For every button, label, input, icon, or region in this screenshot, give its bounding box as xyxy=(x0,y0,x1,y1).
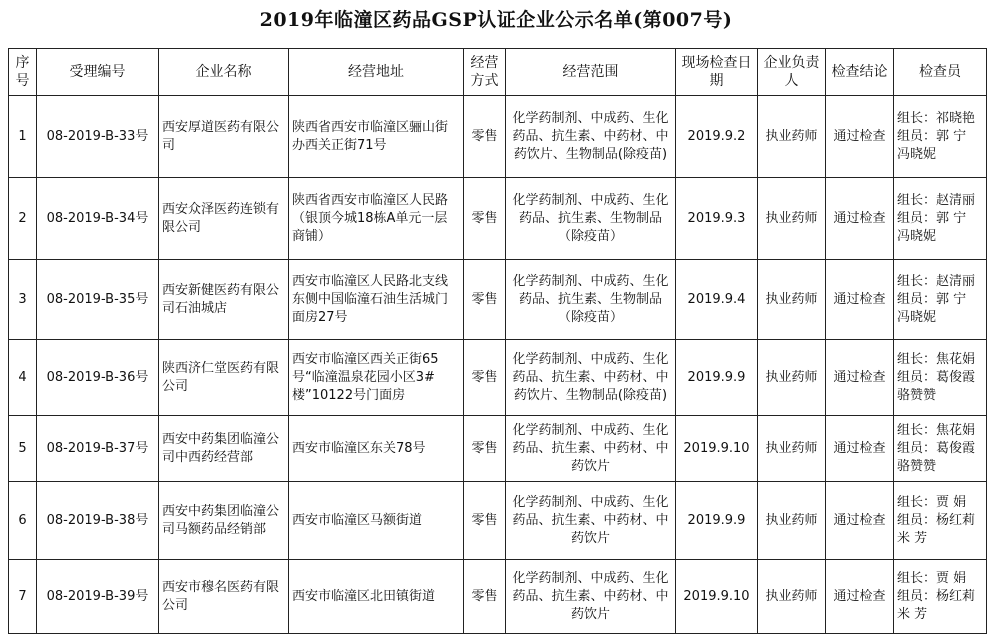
cell-address: 西安市临潼区马额街道 xyxy=(289,482,464,560)
cell-inspectors: 组长：祁晓艳 组员：郭 宁 冯晓妮 xyxy=(894,96,987,178)
cell-mode: 零售 xyxy=(464,260,506,340)
cell-date: 2019.9.9 xyxy=(676,482,758,560)
header-code: 受理编号 xyxy=(37,49,159,96)
cell-head: 执业药师 xyxy=(758,178,826,260)
cell-address: 西安市临潼区北田镇街道 xyxy=(289,560,464,634)
cell-mode: 零售 xyxy=(464,560,506,634)
cell-code: 08-2019-B-34号 xyxy=(37,178,159,260)
cell-head: 执业药师 xyxy=(758,96,826,178)
cell-result: 通过检查 xyxy=(826,560,894,634)
cell-head: 执业药师 xyxy=(758,482,826,560)
cell-no: 7 xyxy=(9,560,37,634)
cell-code: 08-2019-B-37号 xyxy=(37,416,159,482)
header-company: 企业名称 xyxy=(159,49,289,96)
cell-code: 08-2019-B-38号 xyxy=(37,482,159,560)
cell-no: 6 xyxy=(9,482,37,560)
header-head: 企业负责人 xyxy=(758,49,826,96)
cell-scope: 化学药制剂、中成药、生化药品、抗生素、生物制品（除疫苗） xyxy=(506,260,676,340)
cell-company: 西安市穆名医药有限公司 xyxy=(159,560,289,634)
table-row xyxy=(9,560,987,634)
cell-code: 08-2019-B-36号 xyxy=(37,340,159,416)
cell-date: 2019.9.10 xyxy=(676,416,758,482)
table-row xyxy=(9,340,987,416)
cell-inspectors: 组长：贾 娟 组员：杨红莉 米 芳 xyxy=(894,560,987,634)
cell-no: 5 xyxy=(9,416,37,482)
cell-company: 西安厚道医药有限公司 xyxy=(159,96,289,178)
cell-inspectors: 组长：焦花娟 组员：葛俊霞 骆赞赞 xyxy=(894,340,987,416)
cell-result: 通过检查 xyxy=(826,482,894,560)
cell-inspectors: 组长：赵清丽 组员：郭 宁 冯晓妮 xyxy=(894,178,987,260)
gsp-table xyxy=(8,48,987,634)
cell-scope: 化学药制剂、中成药、生化药品、抗生素、生物制品（除疫苗） xyxy=(506,178,676,260)
cell-scope: 化学药制剂、中成药、生化药品、抗生素、中药材、中药饮片、生物制品(除疫苗) xyxy=(506,340,676,416)
cell-no: 1 xyxy=(9,96,37,178)
cell-mode: 零售 xyxy=(464,178,506,260)
table-header-row xyxy=(9,49,987,96)
cell-result: 通过检查 xyxy=(826,416,894,482)
cell-code: 08-2019-B-33号 xyxy=(37,96,159,178)
table-row xyxy=(9,482,987,560)
cell-scope: 化学药制剂、中成药、生化药品、抗生素、中药材、中药饮片 xyxy=(506,560,676,634)
cell-no: 4 xyxy=(9,340,37,416)
cell-code: 08-2019-B-39号 xyxy=(37,560,159,634)
header-mode: 经营方式 xyxy=(464,49,506,96)
header-date: 现场检查日期 xyxy=(676,49,758,96)
cell-result: 通过检查 xyxy=(826,178,894,260)
cell-address: 陕西省西安市临潼区骊山街办西关正街71号 xyxy=(289,96,464,178)
cell-company: 西安中药集团临潼公司马额药品经销部 xyxy=(159,482,289,560)
cell-address: 西安市临潼区东关78号 xyxy=(289,416,464,482)
cell-date: 2019.9.3 xyxy=(676,178,758,260)
cell-mode: 零售 xyxy=(464,96,506,178)
cell-company: 西安众泽医药连锁有限公司 xyxy=(159,178,289,260)
cell-company: 西安中药集团临潼公司中西药经营部 xyxy=(159,416,289,482)
cell-inspectors: 组长：贾 娟 组员：杨红莉 米 芳 xyxy=(894,482,987,560)
table-row xyxy=(9,178,987,260)
header-scope: 经营范围 xyxy=(506,49,676,96)
cell-mode: 零售 xyxy=(464,482,506,560)
cell-inspectors: 组长：焦花娟 组员：葛俊霞 骆赞赞 xyxy=(894,416,987,482)
table-row xyxy=(9,260,987,340)
cell-mode: 零售 xyxy=(464,416,506,482)
cell-head: 执业药师 xyxy=(758,260,826,340)
header-no: 序号 xyxy=(9,49,37,96)
header-result: 检查结论 xyxy=(826,49,894,96)
page-title: 2019年临潼区药品GSP认证企业公示名单(第007号) xyxy=(259,9,733,31)
cell-result: 通过检查 xyxy=(826,260,894,340)
cell-code: 08-2019-B-35号 xyxy=(37,260,159,340)
cell-scope: 化学药制剂、中成药、生化药品、抗生素、中药材、中药饮片 xyxy=(506,482,676,560)
table-row xyxy=(9,96,987,178)
cell-result: 通过检查 xyxy=(826,340,894,416)
header-inspectors: 检查员 xyxy=(894,49,987,96)
cell-inspectors: 组长：赵清丽 组员：郭 宁 冯晓妮 xyxy=(894,260,987,340)
cell-address: 陕西省西安市临潼区人民路（银顶今城18栋A单元一层商铺） xyxy=(289,178,464,260)
cell-address: 西安市临潼区人民路北支线东侧中国临潼石油生活城门面房27号 xyxy=(289,260,464,340)
cell-date: 2019.9.4 xyxy=(676,260,758,340)
cell-no: 2 xyxy=(9,178,37,260)
cell-address: 西安市临潼区西关正街65号“临潼温泉花园小区3#楼”10122号门面房 xyxy=(289,340,464,416)
cell-mode: 零售 xyxy=(464,340,506,416)
cell-head: 执业药师 xyxy=(758,340,826,416)
cell-company: 西安新健医药有限公司石油城店 xyxy=(159,260,289,340)
cell-result: 通过检查 xyxy=(826,96,894,178)
cell-no: 3 xyxy=(9,260,37,340)
cell-date: 2019.9.2 xyxy=(676,96,758,178)
cell-date: 2019.9.9 xyxy=(676,340,758,416)
table-row xyxy=(9,416,987,482)
cell-head: 执业药师 xyxy=(758,560,826,634)
cell-company: 陕西济仁堂医药有限公司 xyxy=(159,340,289,416)
cell-head: 执业药师 xyxy=(758,416,826,482)
cell-date: 2019.9.10 xyxy=(676,560,758,634)
header-address: 经营地址 xyxy=(289,49,464,96)
cell-scope: 化学药制剂、中成药、生化药品、抗生素、中药材、中药饮片 xyxy=(506,416,676,482)
cell-scope: 化学药制剂、中成药、生化药品、抗生素、中药材、中药饮片、生物制品(除疫苗) xyxy=(506,96,676,178)
